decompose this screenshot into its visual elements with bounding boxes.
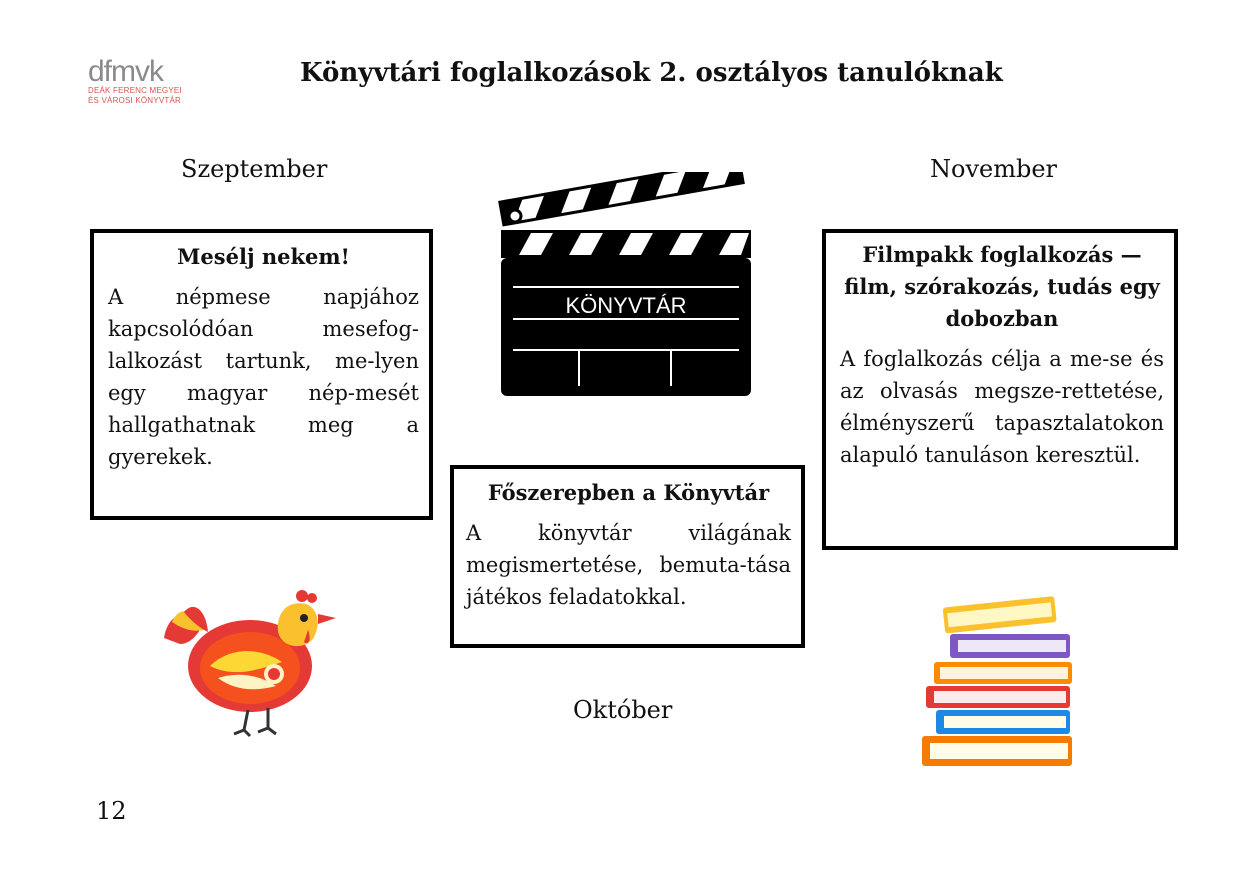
page-title: Könyvtári foglalkozások 2. osztályos tanulóknak — [300, 58, 1003, 88]
logo-line-2: ÉS VÁROSI KÖNYVTÁR — [88, 96, 181, 105]
box-november-body: A foglalkozás célja a me-se és az olvasás megsze-rettetése, élményszerű tapasztalatokon alapuló tanuláson keresztül. — [840, 347, 1164, 467]
box-october-body: A könyvtár világának megismertetése, bemuta-tása játékos feladatokkal. — [466, 521, 791, 609]
clapperboard-label: KÖNYVTÁR — [565, 293, 687, 318]
box-october — [450, 465, 805, 648]
folk-hen-icon — [158, 582, 344, 740]
library-logo — [88, 55, 208, 118]
logo-mark: dfmvk — [88, 55, 164, 88]
month-november: November — [930, 155, 1058, 183]
box-september-title: Mesélj nekem! — [177, 244, 350, 269]
month-september: Szeptember — [181, 155, 328, 183]
month-october: Október — [573, 696, 673, 724]
book-stack-icon — [918, 588, 1090, 772]
logo-line-1: DEÁK FERENC MEGYEI — [88, 86, 182, 95]
page-number: 12 — [96, 797, 127, 825]
clapperboard-icon — [495, 172, 755, 400]
box-october-title: Főszerepben a Könyvtár — [487, 480, 770, 505]
box-november-title: Filmpakk foglalkozás — film, szórakozás, tudás egy dobozban — [844, 242, 1160, 331]
box-september-body: A népmese napjához kapcsolódóan mesefog-lalkozást tartunk, me-lyen egy magyar nép-mesét hallgathatnak meg a gyerekek. — [108, 285, 419, 469]
box-november — [822, 229, 1178, 550]
box-september — [90, 229, 433, 520]
